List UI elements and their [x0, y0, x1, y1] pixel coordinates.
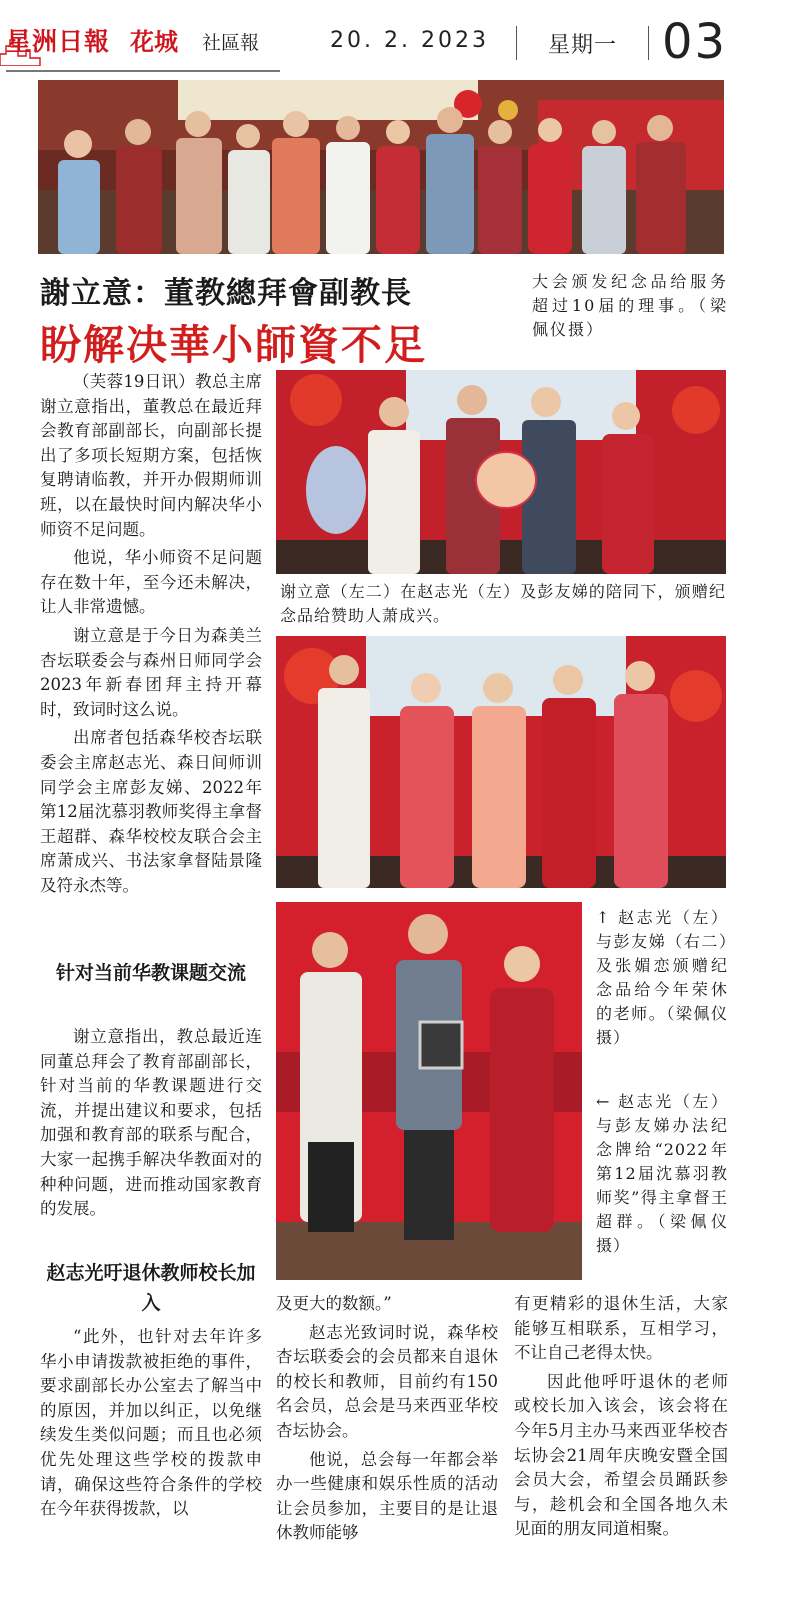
newspaper-logo	[6, 18, 276, 64]
retirement-photo-caption: ↑ 赵志光（左）与彭友娣（右二）及张媚恋颁赠纪念品给今年荣休的老师。（梁佩仪摄）	[596, 908, 728, 1047]
article-headline: 盼解决華小師資不足	[40, 321, 427, 369]
lead-column	[40, 370, 262, 902]
issue-weekday: 星期一	[548, 33, 618, 58]
middle-column	[276, 1292, 498, 1550]
presentation-photo	[276, 370, 726, 574]
presentation-photo-caption: 谢立意（左二）在赵志光（左）及彭友娣的陪同下，颁赠纪念品给赞助人萧成兴。	[280, 582, 726, 625]
continued-text: 有更精彩的退休生活，大家能够互相联系，互相学习，不让自己老得太快。	[514, 1294, 728, 1363]
subhead-education-exchange: 针对当前华教课题交流	[55, 962, 246, 984]
award-photo	[276, 902, 582, 1280]
subsection-name: 社區報	[202, 32, 260, 54]
masthead-rule	[6, 70, 280, 72]
section-2-column	[40, 1325, 262, 1526]
section-2-paragraph: “此外，也针对去年许多华小申请拨款被拒绝的事件，要求副部长办公室去了解当中的原因，并加以纠正，以免继续发生类似问题；而且也必须优先处理这些学校的拨款申请，确保这些符合条件的学校在今年获得拨款，以	[40, 1327, 262, 1519]
middle-paragraph: 他说，总会每一年都会举办一些健康和娱乐性质的活动让会员参加，主要目的是让退休教师能够	[276, 1449, 498, 1543]
top-photo-caption: 大会颁发纪念品给服务超过10届的理事。（梁佩仪摄）	[532, 272, 728, 339]
lead-paragraph: 出席者包括森华校杏坛联委会主席赵志光、森日间师训同学会主席彭友娣、2022年第12届沈慕羽教师奖得主拿督王超群、森华校校友联合会主席萧成兴、书法家拿督陆景隆及符永杰等。	[40, 728, 262, 895]
issue-date: 20. 2. 2023	[330, 28, 489, 53]
award-photo-caption: ← 赵志光（左）与彭友娣办法纪念牌给“2022年第12届沈慕羽教师奖”得主拿督王超群。（梁佩仪摄）	[596, 1092, 728, 1255]
section-1-paragraph: 谢立意指出，教总最近连同董总拜会了教育部副部长，针对当前的华教课题进行交流，并提出建议和要求，包括加强和教育部的联系与配合，大家一起携手解决华教面对的种种问题，进而推动国家教育的发展。	[40, 1027, 262, 1219]
right-paragraph: 因此他呼吁退休的老师或校长加入该会，该会将在今年5月主办马来西亚华校杏坛协会21周年庆晚安暨全国会员大会，希望会员踊跃参与，趁机会和全国各地久未见面的朋友同道相聚。	[514, 1371, 728, 1539]
page-number: 03	[662, 14, 728, 70]
middle-paragraph: 赵志光致词时说，森华校杏坛联委会的会员都来自退休的校长和教师，目前约有150名会员，总会是马来西亚华校杏坛协会。	[276, 1322, 498, 1440]
continued-text: 及更大的数额。”	[276, 1294, 392, 1313]
lead-paragraph: 谢立意是于今日为森美兰杏坛联委会与森州日师同学会2023年新春团拜主持开幕时，致词时这么说。	[40, 625, 262, 719]
right-column	[514, 1292, 728, 1546]
subhead-retired-teachers: 赵志光吁退休教师校长加入	[46, 1262, 256, 1314]
section-name: 花城	[130, 28, 178, 56]
lead-paragraph: （芙蓉19日讯）教总主席谢立意指出，董教总在最近拜会教育部副部长，向副部长提出了多项长短期方案，包括恢复聘请临教，并开办假期师训班，以在最快时间内解决华小师资不足问题。	[40, 372, 262, 539]
section-1-column	[40, 1025, 262, 1226]
article-kicker: 謝立意：董教總拜會副教長	[40, 276, 412, 311]
masthead	[0, 0, 787, 78]
masthead-divider	[516, 26, 517, 60]
masthead-divider	[648, 26, 649, 60]
retirement-photo	[276, 636, 726, 888]
paper-name: 星洲日報	[6, 27, 111, 56]
group-photo	[38, 80, 724, 254]
lead-paragraph: 他说，华小师资不足问题存在数十年，至今还未解决，让人非常遗憾。	[40, 548, 262, 617]
